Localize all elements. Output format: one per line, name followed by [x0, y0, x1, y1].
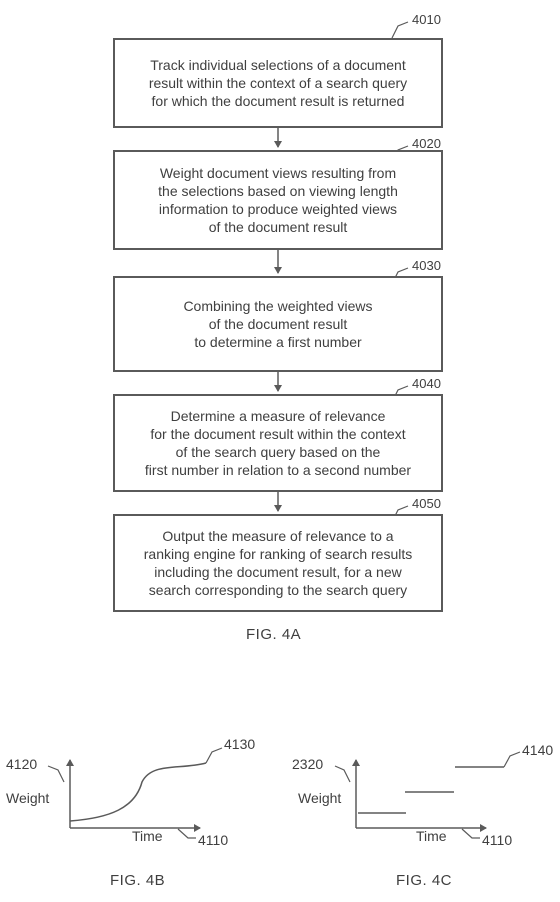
step-box-4010 [113, 38, 443, 128]
step-ref-4050: 4050 [412, 496, 441, 511]
fig4b-graph [48, 748, 222, 838]
step-text-4030: Combining the weighted views of the document result to determine a first number [183, 298, 373, 350]
fig4b-x-ref: 4110 [198, 832, 229, 848]
step-text-4010: Track individual selections of a document result within the context of a search query for which the document result is returned [148, 57, 408, 109]
fig4b-curve [70, 763, 206, 821]
fig4c-leader-x [462, 829, 480, 838]
fig4c-y-ref: 2320 [292, 756, 324, 772]
fig4c-graph [335, 752, 520, 838]
step-box-4020 [113, 150, 443, 250]
fig4a-caption: FIG. 4A [246, 626, 302, 643]
step-ref-4030: 4030 [412, 258, 441, 273]
step-box-4030 [113, 276, 443, 372]
fig4b-y-ref: 4120 [6, 756, 38, 772]
step-ref-4040: 4040 [412, 376, 441, 391]
fig4b-curve-ref: 4130 [224, 736, 256, 752]
step-text-4040: Determine a measure of relevance for the document result within the context of the search query based on the first number in relation to a second number [144, 408, 412, 478]
fig4b-caption: FIG. 4B [110, 872, 166, 889]
step-text-4020: Weight document views resulting from the selections based on viewing length information to produce weighted views of the document result [158, 165, 398, 235]
fig4c-leader-step [504, 752, 520, 767]
fig4c-leader-y [335, 766, 350, 782]
fig4b-leader-curve [206, 748, 222, 763]
fig4c-y-label: Weight [298, 790, 342, 806]
fig4c-x-ref: 4110 [482, 832, 513, 848]
step-text-4050: Output the measure of relevance to a ranking engine for ranking of search results including the document result, for a new search corresponding to the search query [143, 528, 413, 598]
fig4b-x-label: Time [132, 828, 163, 844]
fig4b-leader-y [48, 766, 64, 782]
leader-4010 [392, 22, 408, 38]
step-ref-4010: 4010 [412, 12, 441, 27]
step-ref-4020: 4020 [412, 136, 441, 151]
step-box-4050 [113, 514, 443, 612]
fig4c-step-ref: 4140 [522, 742, 554, 758]
fig4b-leader-x [178, 829, 196, 838]
fig4b-y-label: Weight [6, 790, 50, 806]
fig4c-x-label: Time [416, 828, 447, 844]
fig4c-caption: FIG. 4C [396, 872, 453, 889]
step-box-4040 [113, 394, 443, 492]
